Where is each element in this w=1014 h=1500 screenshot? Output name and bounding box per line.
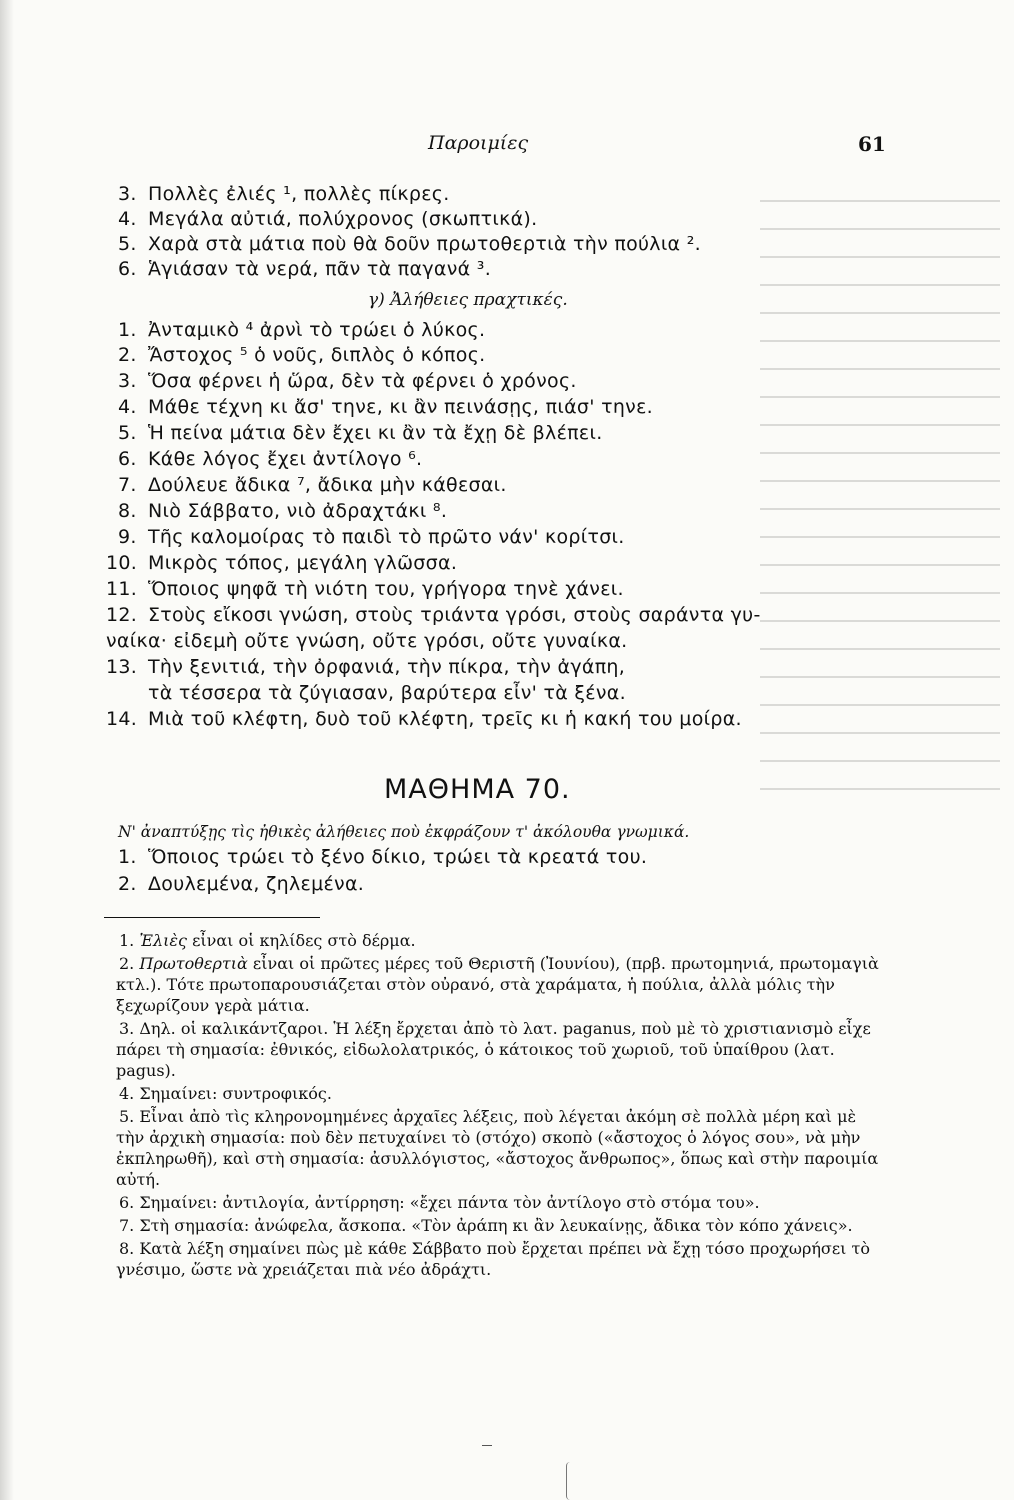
- footnote: 6. Σημαίνει: ἀντιλογία, ἀντίρρηση: «ἔχει πάντα τὸν ἀντίλογο στὸ στόμα του».: [119, 1193, 760, 1212]
- scan-mark: [566, 1462, 575, 1500]
- list-item: 12. Στοὺς εἴκοσι γνώση, στοὺς τριάντα γρόσι, στοὺς σαράντα γυ-: [106, 604, 761, 626]
- subsection-title: γ) Ἀλήθειες πραχτικές.: [368, 290, 568, 310]
- footnote: 4. Σημαίνει: συντροφικός.: [119, 1084, 332, 1103]
- running-header: [0, 130, 1014, 160]
- bleed-through-text: [760, 175, 1014, 815]
- list-item: 14. Μιὰ τοῦ κλέφτη, δυὸ τοῦ κλέφτη, τρεῖς κι ἡ κακή του μοίρα.: [106, 708, 742, 730]
- list-item: 4. Μάθε τέχνη κι ἄσ' τηνε, κι ἂν πεινάσῃς, πιάσ' τηνε.: [118, 396, 654, 418]
- list-item: 1. Ἀνταμικὸ ⁴ ἀρνὶ τὸ τρώει ὁ λύκος.: [118, 319, 486, 341]
- list-item: 8. Νιὸ Σάββατο, νιὸ ἀδραχτάκι ⁸.: [118, 500, 448, 522]
- footnote: 5. Εἶναι ἀπὸ τὶς κληρονομημένες ἀρχαῖες λέξεις, ποὺ λέγεται ἀκόμη σὲ πολλὰ μέρη καὶ μὲ τὴν ἀρχικὴ σημασία: ποὺ δὲν πετυχαίνει τὸ (στόχο) σκοπὸ («ἄστοχος ὁ λόγος σου», νὰ μὴν ἐκπληρωθῆ), καὶ στὴ σημασία: ἀσυλλόγιστος, «ἄστοχος ἄνθρωπος», ὅπως καὶ στὴν παροιμία αὐτή.: [116, 1107, 879, 1189]
- list-item: 6. Ἁγιάσαν τὰ νερά, πᾶν τὰ παγανά ³.: [118, 258, 492, 280]
- list-item: 9. Τῆς καλομοίρας τὸ παιδὶ τὸ πρῶτο νάν' κορίτσι.: [118, 526, 625, 548]
- list-item-continuation: τὰ τέσσερα τὰ ζύγιασαν, βαρύτερα εἶν' τὰ ξένα.: [148, 682, 626, 704]
- footnote: 8. Κατὰ λέξη σημαίνει πὼς μὲ κάθε Σάββατο ποὺ ἔρχεται πρέπει νὰ ἔχῃ τόσο προχωρήσει τὸ γνέσιμο, ὥστε νὰ χρειάζεται πιὰ νέο ἀδράχτι.: [116, 1239, 870, 1279]
- footnote: 2. Πρωτοθερτιὰ εἶναι οἱ πρῶτες μέρες τοῦ Θεριστῆ (Ἰουνίου), (πρβ. πρωτομηνιά, πρωτομαγιὰ κτλ.). Τότε πρωτοπαρουσιάζεται στὸν οὐρανό, στὰ χαράματα, ἡ πούλια, ἀλλὰ μόλις τὴν ξεχωρίζουν γερὰ μάτια.: [116, 954, 879, 1015]
- list-item: 5. Ἡ πείνα μάτια δὲν ἔχει κι ἂν τὰ ἔχῃ δὲ βλέπει.: [118, 422, 603, 444]
- footnote: 1. Ἐλιὲς εἶναι οἱ κηλίδες στὸ δέρμα.: [119, 931, 416, 950]
- list-item: 13. Τὴν ξενιτιά, τὴν ὀρφανιά, τὴν πίκρα, τὴν ἀγάπη,: [106, 656, 626, 678]
- list-item: 7. Δούλευε ἄδικα ⁷, ἄδικα μὴν κάθεσαι.: [118, 474, 507, 496]
- footnote: 7. Στὴ σημασία: ἀνώφελα, ἄσκοπα. «Τὸν ἀράπη κι ἂν λευκαίνῃς, ἄδικα τὸν κόπο χάνεις».: [119, 1216, 853, 1235]
- footnote-divider: [104, 917, 320, 918]
- footnotes: [116, 930, 886, 1280]
- list-item: 10. Μικρὸς τόπος, μεγάλη γλῶσσα.: [106, 552, 458, 574]
- list-item: 6. Κάθε λόγος ἔχει ἀντίλογο ⁶.: [118, 448, 423, 470]
- header-title: Παροιμίες: [428, 132, 529, 154]
- list-item: 3. Ὅσα φέρνει ἡ ὥρα, δὲν τὰ φέρνει ὁ χρόνος.: [118, 370, 577, 392]
- list-item: 5. Χαρὰ στὰ μάτια ποὺ θὰ δοῦν πρωτοθερτιὰ τὴν πούλια ².: [118, 233, 701, 255]
- list-item: 11. Ὅποιος ψηφᾶ τὴ νιότη του, γρήγορα τηνὲ χάνει.: [106, 578, 624, 600]
- lesson-title: ΜΑΘΗΜΑ 70.: [384, 774, 571, 805]
- list-item: 3. Πολλὲς ἐλιές ¹, πολλὲς πίκρες.: [118, 183, 450, 205]
- page-number: 61: [858, 132, 886, 156]
- footnote: 3. Δηλ. οἱ καλικάντζαροι. Ἡ λέξη ἔρχεται ἀπὸ τὸ λατ. paganus, ποὺ μὲ τὸ χριστιανισμὸ εἶχε πάρει τὴ σημασία: ἐθνικός, εἰδωλολατρικός, ὁ κάτοικος τοῦ χωριοῦ, τοῦ ὑπαίθρου (λατ. pagus).: [116, 1019, 871, 1080]
- scan-mark: [482, 1445, 492, 1446]
- list-item: 2. Ἄστοχος ⁵ ὁ νοῦς, διπλὸς ὁ κόπος.: [118, 344, 486, 366]
- list-item: 2. Δουλεμένα, ζηλεμένα.: [118, 873, 365, 895]
- list-item: 1. Ὅποιος τρώει τὸ ξένο δίκιο, τρώει τὰ κρεατά του.: [118, 846, 648, 868]
- page-spine-shadow: [0, 0, 14, 1500]
- lesson-instruction: Ν' ἀναπτύξῃς τὶς ἠθικὲς ἀλήθειες ποὺ ἐκφράζουν τ' ἀκόλουθα γνωμικά.: [118, 823, 690, 841]
- list-item: 4. Μεγάλα αὐτιά, πολύχρονος (σκωπτικά).: [118, 208, 538, 230]
- list-item-continuation: ναίκα· εἰδεμὴ οὔτε γνώση, οὔτε γρόσι, οὔτε γυναίκα.: [106, 630, 628, 652]
